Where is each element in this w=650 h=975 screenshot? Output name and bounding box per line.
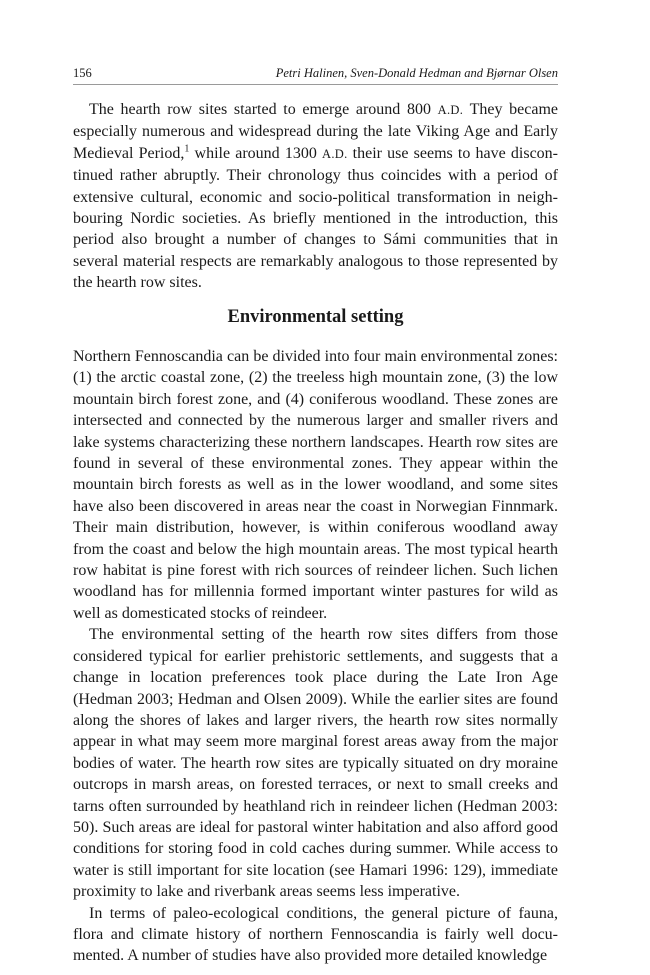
page-number: 156 [73,66,92,80]
intro-text-part: The hearth row sites started to emerge around 800 [89,101,438,118]
era-abbreviation: A.D. [437,103,464,117]
section-heading: Environmental setting [227,307,404,327]
intro-text-part: They became especially numerous and widespread during the late Viking Age and Early Medieval Period, [73,101,558,162]
intro-text-part: while around 1300 [189,144,322,162]
section-text-block [73,346,558,967]
section-paragraph: The environmental setting of the hearth row sites differs from those considered typical for earlier prehistoric settlements, and suggests that a change in location preferences took place during the Late Iron Age (Hedman 2003; Hedman and Olsen 2009). While the earlier sites are found along the shores of lakes and larger rivers, the hearth row sites normally appear in what may seem more marginal forest areas away from the major bodies of water. The hearth row sites are typically situated on dry moraine outcrops in marsh areas, on forested terraces, or next to small creeks and tarns often surrounded by heathland rich in reindeer lichen (Hedman 2003: 50). Such areas are ideal for pastoral winter habitation and also afford good conditions for storing food in cold caches during summer. While access to water is still important for site location (see Hamari 1996: 129), immediate proximity to lake and riverbank areas seems less imperative. [73,626,558,901]
footnote-marker: 1 [184,143,190,155]
intro-text-block [73,99,558,294]
section-paragraph: Northern Fennoscandia can be divided into four main environmental zones: (1) the arctic coastal zone, (2) the treeless high mountain zone, (3) the low mountain birch forest zone, and (4) coniferous woodland. These zones are intersected and connected by the numerous larger and smaller rivers and lake systems characterizing these northern landscapes. Hearth row sites are found in several of these environmental zones. They appear within the mountain birch forests as well as in the lower woodland, and some sites have also been discovered in areas near the coast in Norwegian Finnmark. Their main distribution, however, is within coniferous woodland away from the coast and below the high mountain areas. The most typical hearth row habitat is pine forest with rich sources of reindeer lichen. Such lichen woodland has for millennia formed important winter pastures for wild as well as domesticated stocks of reindeer. [73,348,558,622]
intro-paragraph [73,99,558,294]
running-title: Petri Halinen, Sven-Donald Hedman and Bjørnar Olsen [275,66,558,80]
intro-text-part: their use seems to have discontinued rather abruptly. Their chronology thus coincides with a period of extensive cultural, economic and socio-political transformation in neighbouring Nordic societies. As briefly mentioned in the introduction, this period also brought a number of changes to Sámi communities that in several material respects are remarkably analogous to those represented by the hearth row sites. [73,144,558,292]
era-abbreviation: A.D. [322,146,348,161]
section-paragraph: In terms of paleo-ecological conditions, the general picture of fauna, flora and climate history of northern Fennoscandia is fairly well documented. A number of studies have also provided more detailed knowledge [73,904,558,965]
running-head [73,64,558,85]
